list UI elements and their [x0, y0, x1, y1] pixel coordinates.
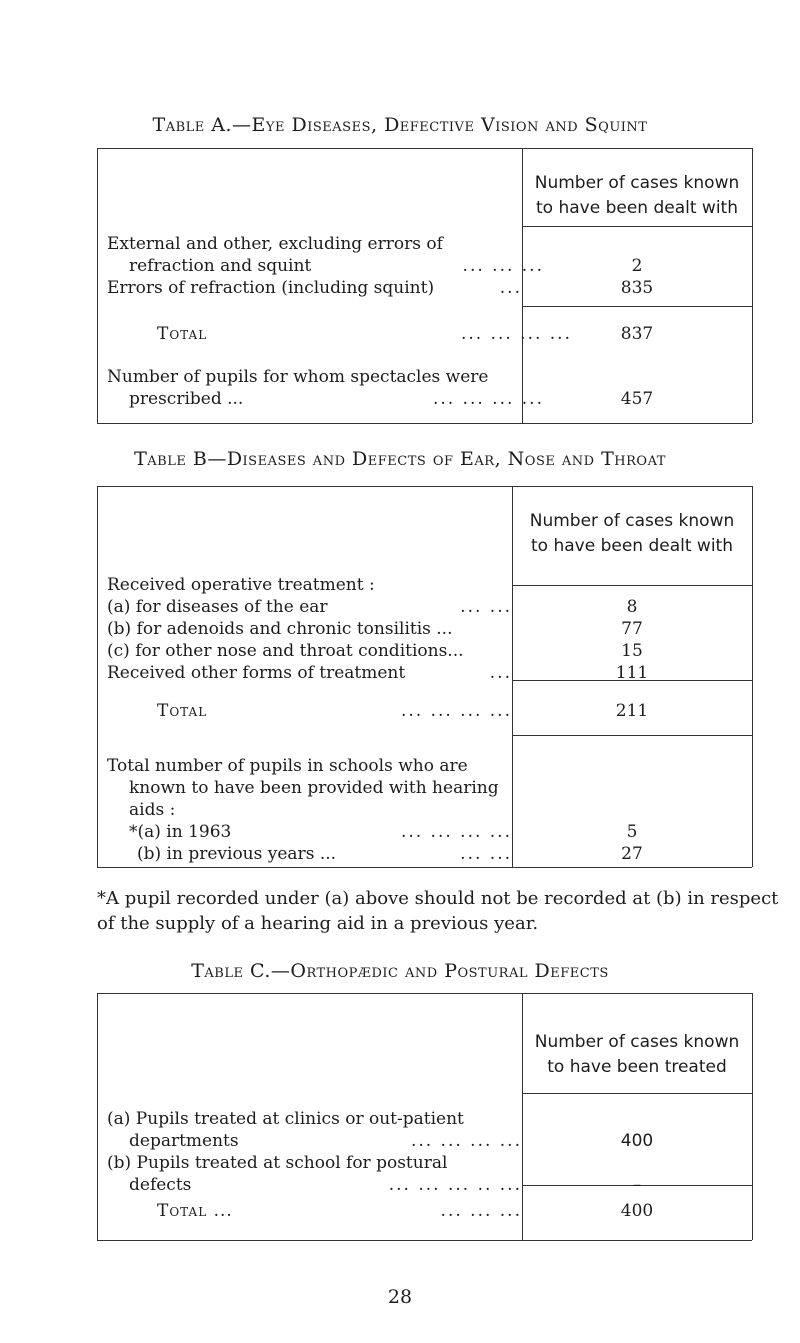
- value-hearing-b: 27: [621, 844, 643, 864]
- table-b-header: Number of cases known to have been dealt with: [529, 511, 735, 556]
- footnote: *A pupil recorded under (a) above should not be recorded at (b) in respect of the supply of a hearing aid in a previous year.: [97, 888, 779, 934]
- table-a-title: Table A.—Eye Diseases, Defective Vision and Squint: [152, 114, 648, 136]
- value-external: 2: [631, 256, 643, 276]
- value-nose-throat: 15: [621, 641, 643, 661]
- table-b-title: Table B—Diseases and Defects of Ear, Nose and Throat: [134, 448, 666, 470]
- table-c-title: Table C.—Orthopædic and Postural Defects: [191, 960, 609, 982]
- value-ear: 8: [626, 597, 638, 617]
- table-b: Number of cases known to have been dealt with Received operative treatment : (a) for diseases of the ear ... ... 8 (b) for adenoids and chronic tonsilitis ... 77 (c) for other nose and throat conditions... 15 Received other forms of treatment ... 111 Total ... ... ... ... 211 Total number of pupils in schools who are known to have been provided with hearing aids : *(a) in 1963 ... ... ... ... 5 (b) in previous years ... ... ... 27: [97, 486, 752, 867]
- value-clinics: 400: [620, 1131, 654, 1151]
- table-a-header: Number of cases known to have been dealt with: [534, 173, 740, 218]
- value-school: –: [632, 1175, 642, 1195]
- value-hearing-a: 5: [626, 822, 638, 842]
- table-c-header: Number of cases known to have been treated: [534, 1032, 740, 1077]
- value-total-c: 400: [620, 1201, 654, 1221]
- page-number: 28: [387, 1286, 413, 1308]
- value-total-a: 837: [620, 324, 654, 344]
- value-total-b: 211: [615, 701, 649, 721]
- value-spectacles: 457: [620, 389, 654, 409]
- value-other: 111: [615, 663, 649, 683]
- value-adenoids: 77: [621, 619, 643, 639]
- value-refraction: 835: [620, 278, 654, 298]
- table-a: Number of cases known to have been dealt with External and other, excluding errors of refraction and squint ... ... ... 2 Errors of refraction (including squint) ... 835 Total ... ... ... ... 837 Number of pupils for whom spectacles were prescribed ... ... ... ... ... 457: [97, 148, 752, 423]
- table-c: Number of cases known to have been treated (a) Pupils treated at clinics or out-patient departments ... ... ... ... 400 (b) Pupils treated at school for postural defects ... ... ... .. ... – Total ... ... ... ... 400: [97, 993, 752, 1240]
